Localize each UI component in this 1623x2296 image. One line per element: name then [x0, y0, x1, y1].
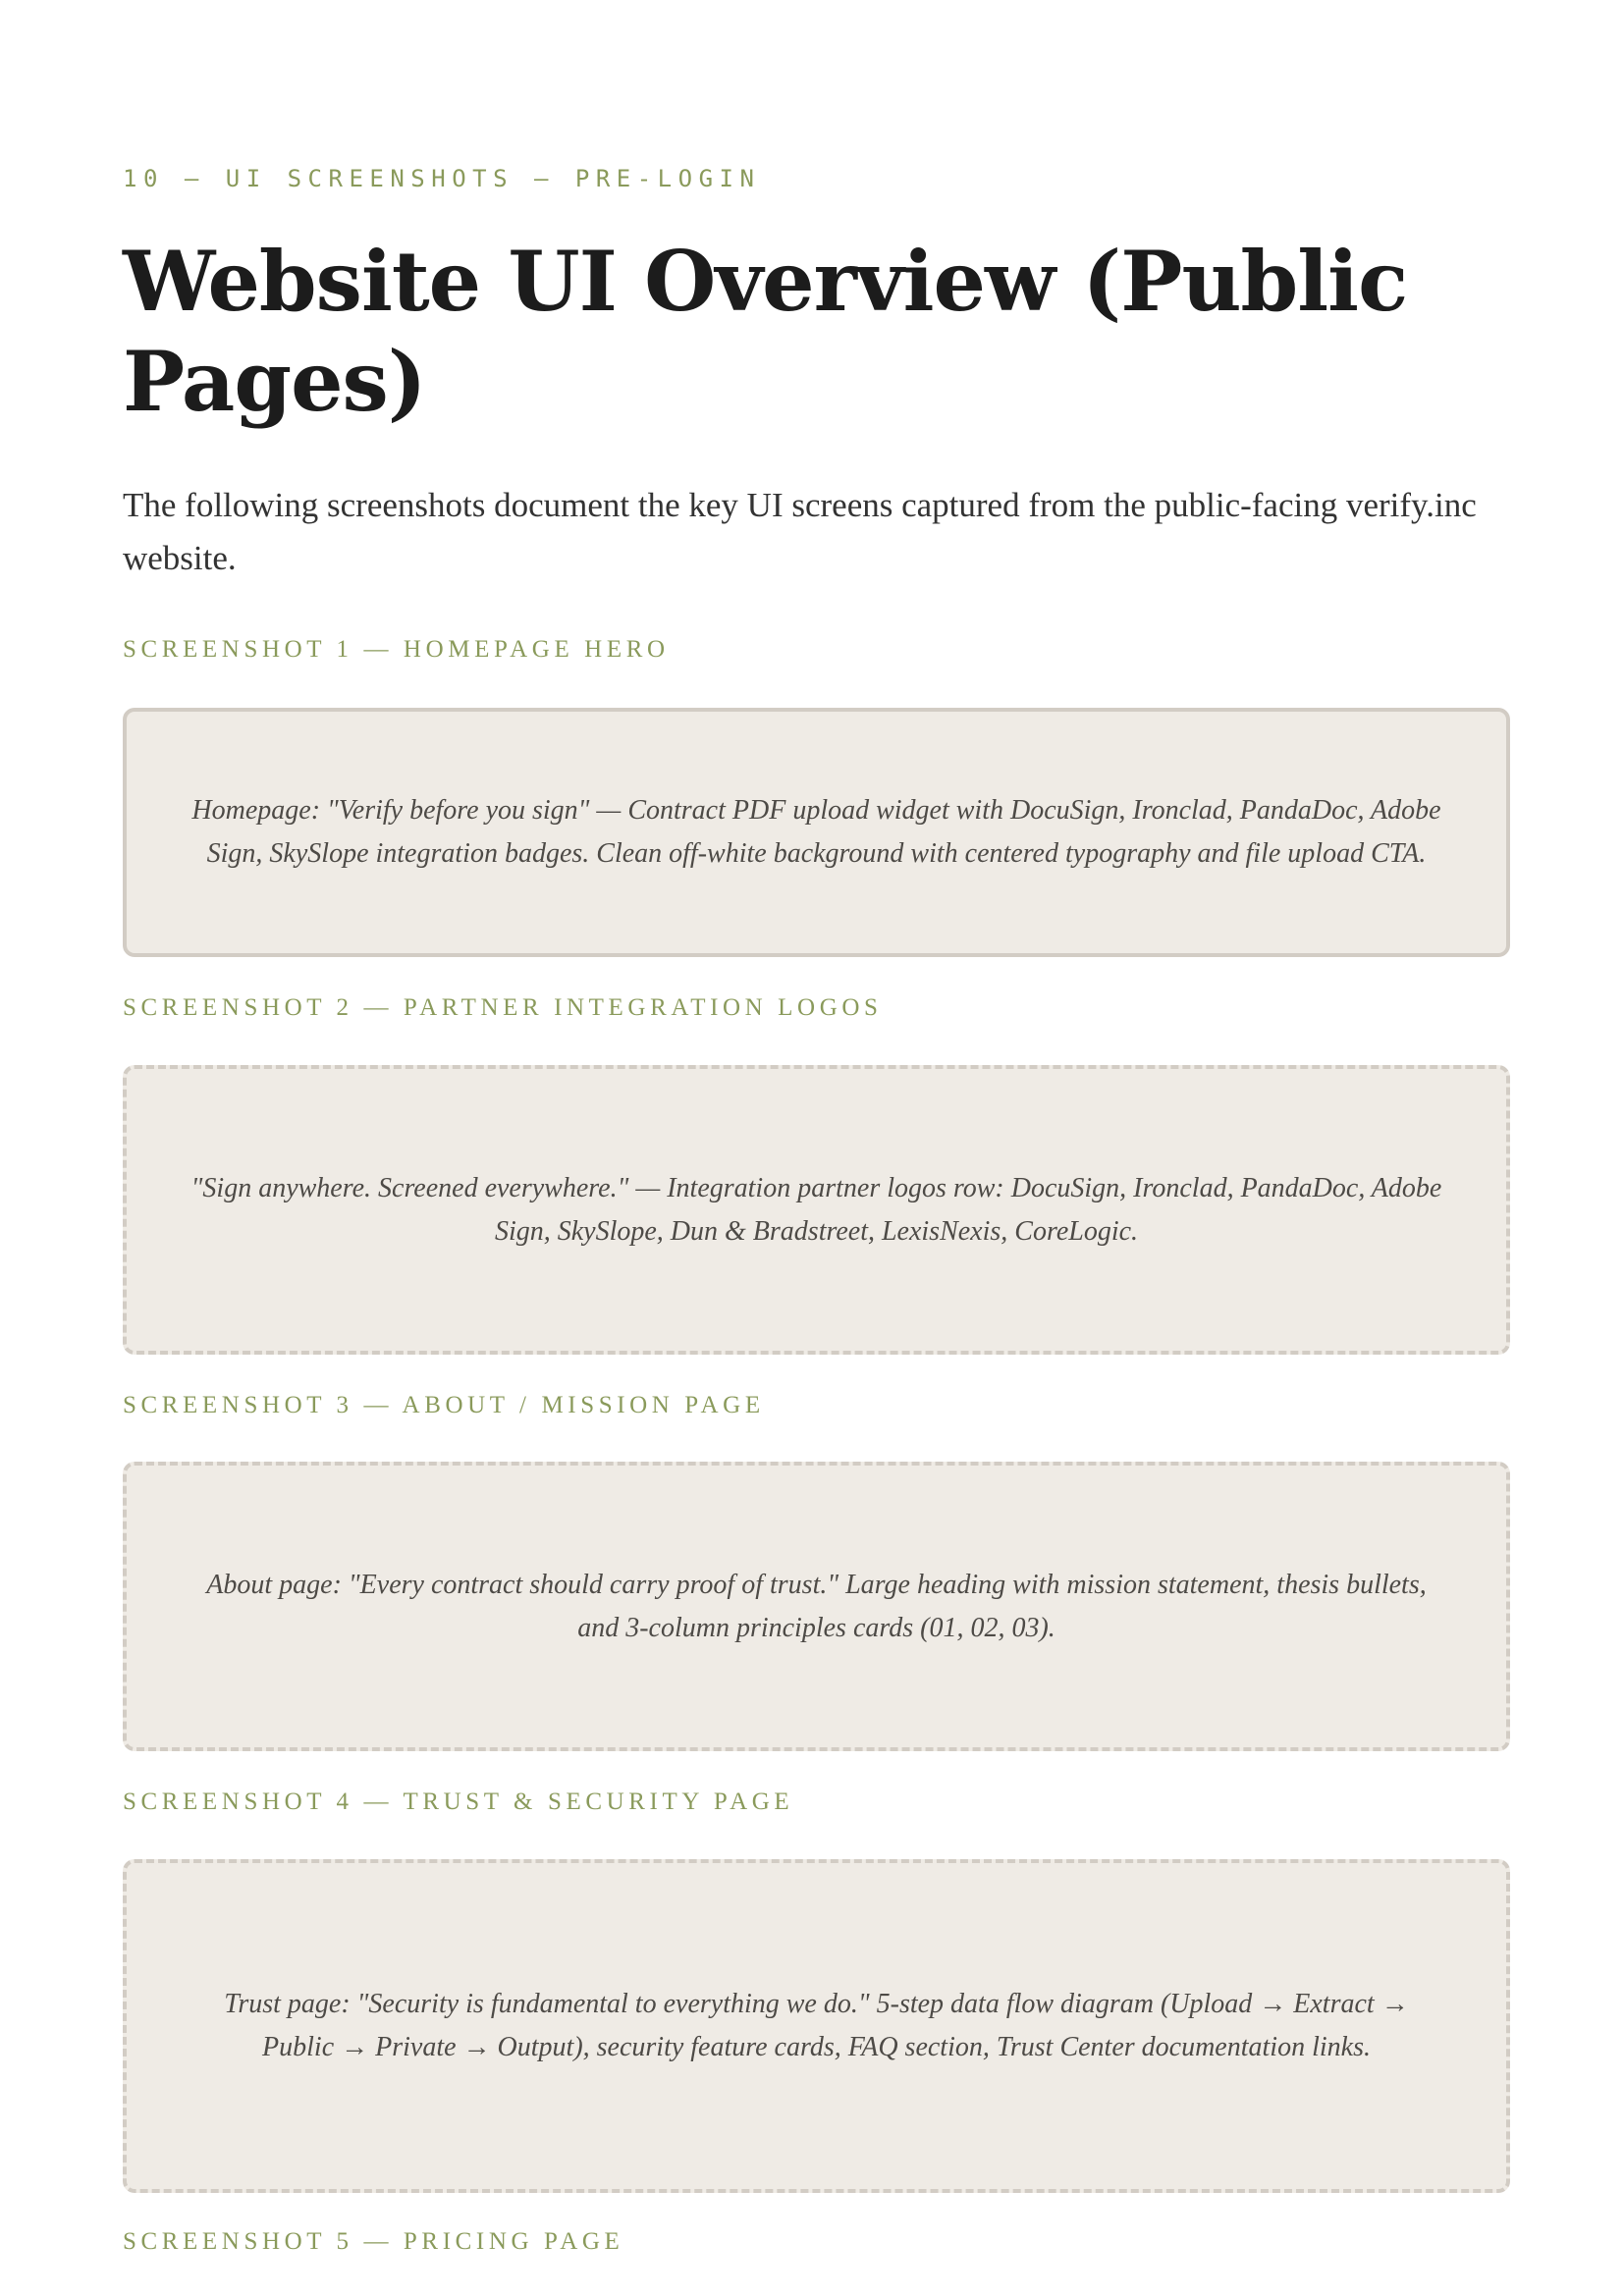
screenshot-1-label: SCREENSHOT 1 — HOMEPAGE HERO: [123, 636, 670, 663]
screenshot-4-label: SCREENSHOT 4 — TRUST & SECURITY PAGE: [123, 1789, 794, 1815]
screenshot-2-placeholder: [123, 1065, 1510, 1355]
screenshot-1-placeholder: [123, 708, 1510, 957]
page-title: Website UI Overview (Public Pages): [123, 233, 1408, 430]
screenshot-3-description: About page: "Every contract should carry proof of trust." Large heading with mission statement, thesis bullets, and 3-column principles cards (01, 02, 03).: [206, 1569, 1427, 1643]
screenshot-2-label: SCREENSHOT 2 — PARTNER INTEGRATION LOGOS: [123, 994, 883, 1021]
screenshot-4-placeholder: [123, 1859, 1510, 2193]
screenshot-2-description: "Sign anywhere. Screened everywhere." — Integration partner logos row: DocuSign, Ironclad, PandaDoc, Adobe Sign, SkySlope, Dun & Bradstreet, LexisNexis, CoreLogic.: [190, 1172, 1442, 1247]
intro-paragraph: The following screenshots document the key UI screens captured from the public-facing verify.inc website.: [123, 486, 1477, 577]
screenshot-3-placeholder: [123, 1462, 1510, 1751]
screenshot-5-label: SCREENSHOT 5 — PRICING PAGE: [123, 2228, 624, 2255]
screenshot-3-label: SCREENSHOT 3 — ABOUT / MISSION PAGE: [123, 1392, 765, 1418]
section-eyebrow: 10 — UI SCREENSHOTS — PRE-LOGIN: [123, 165, 761, 192]
screenshot-1-description: Homepage: "Verify before you sign" — Contract PDF upload widget with DocuSign, Ironclad, PandaDoc, Adobe Sign, SkySlope integration badges. Clean off-white background with centered typography and file upload CTA.: [191, 795, 1441, 869]
screenshot-4-description: Trust page: "Security is fundamental to everything we do." 5-step data flow diagram (Upload → Extract → Public → Private → Output), security feature cards, FAQ section, Trust Center documentation links.: [224, 1989, 1409, 2062]
